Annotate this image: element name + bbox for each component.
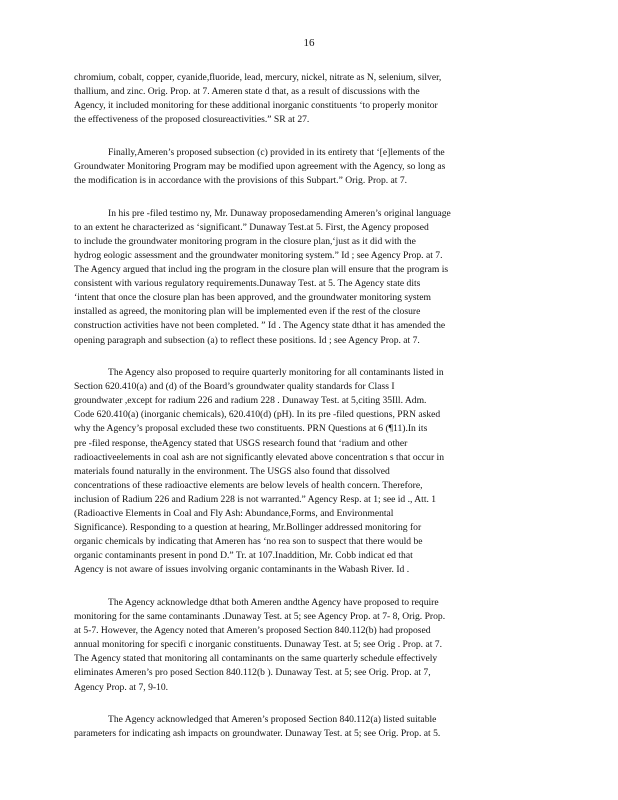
text-line: (Radioactive Elements in Coal and Fly Ash: Abundance,Forms, and Environmental	[74, 508, 394, 520]
text-line: consistent with various regulatory requirements.Dunaway Test. at 5. The Agency state dits	[74, 278, 421, 290]
text-line: Section 620.410(a) and (d) of the Board’s groundwater quality standards for Class I	[74, 381, 395, 393]
paragraph	[74, 366, 542, 577]
text-line: pre -filed response, theAgency stated that USGS research found that ‘radium and other	[74, 437, 408, 449]
text-line: monitoring for the same contaminants .Dunaway Test. at 5; see Agency Prop. at 7- 8, Orig. Prop.	[74, 611, 446, 623]
text-line: parameters for indicating ash impacts on groundwater. Dunaway Test. at 5; see Orig. Prop. at 5.	[74, 728, 441, 740]
body-text	[74, 71, 542, 760]
text-line: hydrog eologic assessment and the groundwater monitoring system.” Id ; see Agency Prop. at 7.	[74, 249, 443, 261]
text-line: Groundwater Monitoring Program may be modified upon agreement with the Agency, so long as	[74, 160, 446, 172]
text-line: radioactiveelements in coal ash are not significantly elevated above concentration s that occur in	[74, 451, 445, 463]
text-line: why the Agency’s proposal excluded these two constituents. PRN Questions at 6 (¶11).In its	[74, 423, 428, 435]
text-line: The Agency argued that includ ing the program in the closure plan will ensure that the program is	[74, 264, 449, 276]
paragraph	[74, 71, 542, 127]
text-line: the modification is in accordance with the provisions of this Subpart.” Orig. Prop. at 7.	[74, 175, 408, 187]
text-line: inclusion of Radium 226 and Radium 228 is not warranted.” Agency Resp. at 1; see id ., Att. 1	[74, 493, 437, 505]
text-line: at 5-7. However, the Agency noted that Ameren’s proposed Section 840.112(b) had proposed	[74, 625, 431, 637]
paragraph	[74, 207, 542, 348]
text-line: Agency Prop. at 7, 9-10.	[74, 681, 169, 693]
text-line: installed as agreed, the monitoring plan will be implemented even if the rest of the closure	[74, 306, 421, 318]
text-line: Code 620.410(a) (inorganic chemicals), 620.410(d) (pH). In its pre -filed questions, PRN asked	[74, 409, 441, 421]
text-line: to an extent he characterized as ‘significant.” Dunaway Test.at 5. First, the Agency proposed	[74, 221, 429, 233]
text-line: eliminates Ameren’s pro posed Section 840.112(b ). Dunaway Test. at 5; see Orig. Prop. at 7,	[74, 667, 431, 679]
paragraph	[74, 146, 542, 188]
page-number: 16	[303, 37, 315, 49]
text-line: to include the groundwater monitoring program in the closure plan,‘just as it did with the	[74, 235, 416, 247]
text-line: the effectiveness of the proposed closureactivities.” SR at 27.	[74, 114, 310, 126]
text-line: organic chemicals by indicating that Ameren has ‘no rea son to suspect that there would be	[74, 536, 423, 548]
text-line: The Agency acknowledged that Ameren’s proposed Section 840.112(a) listed suitable	[108, 714, 437, 726]
text-line: In his pre -filed testimo ny, Mr. Dunaway proposedamending Ameren’s original language	[108, 207, 451, 219]
text-line: ‘intent that once the closure plan has been approved, and the groundwater monitoring system	[74, 292, 431, 304]
text-line: opening paragraph and subsection (a) to reflect these positions. Id ; see Agency Prop. at 7.	[74, 334, 420, 346]
text-line: Agency is not aware of issues involving organic contaminants in the Wabash River. Id .	[74, 564, 410, 576]
text-line: The Agency acknowledge dthat both Ameren andthe Agency have proposed to require	[108, 597, 439, 608]
text-line: concentrations of these radioactive elements are below levels of health concern. Therefore,	[74, 479, 423, 491]
text-line: Agency, it included monitoring for these additional inorganic constituents ‘to properly monitor	[74, 100, 438, 112]
text-line: chromium, cobalt, copper, cyanide,fluoride, lead, mercury, nickel, nitrate as N, selenium, silver,	[74, 72, 442, 83]
text-line: organic contaminants present in pond D.” Tr. at 107.Inaddition, Mr. Cobb indicat ed that	[74, 550, 413, 562]
text-line: annual monitoring for specifi c inorganic constituents. Dunaway Test. at 5; see Orig . Prop. at 7.	[74, 639, 442, 651]
paragraph	[74, 596, 542, 695]
text-line: materials found naturally in the environment. The USGS also found that dissolved	[74, 465, 390, 477]
paragraph	[74, 713, 542, 741]
text-line: construction activities have not been completed. ” Id . The Agency state dthat it has amended the	[74, 320, 446, 332]
text-line: The Agency also proposed to require quarterly monitoring for all contaminants listed in	[108, 367, 444, 379]
text-line: groundwater ,except for radium 226 and radium 228 . Dunaway Test. at 5,citing 35Ill. Adm.	[74, 395, 427, 407]
text-line: The Agency stated that monitoring all contaminants on the same quarterly schedule effectively	[74, 653, 438, 665]
text-line: Significance). Responding to a question at hearing, Mr.Bollinger addressed monitoring for	[74, 522, 422, 534]
text-line: thallium, and zinc. Orig. Prop. at 7. Ameren state d that, as a result of discussions with the	[74, 86, 420, 98]
text-line: Finally,Ameren’s proposed subsection (c) provided in its entirety that ‘[e]lements of the	[108, 146, 445, 158]
